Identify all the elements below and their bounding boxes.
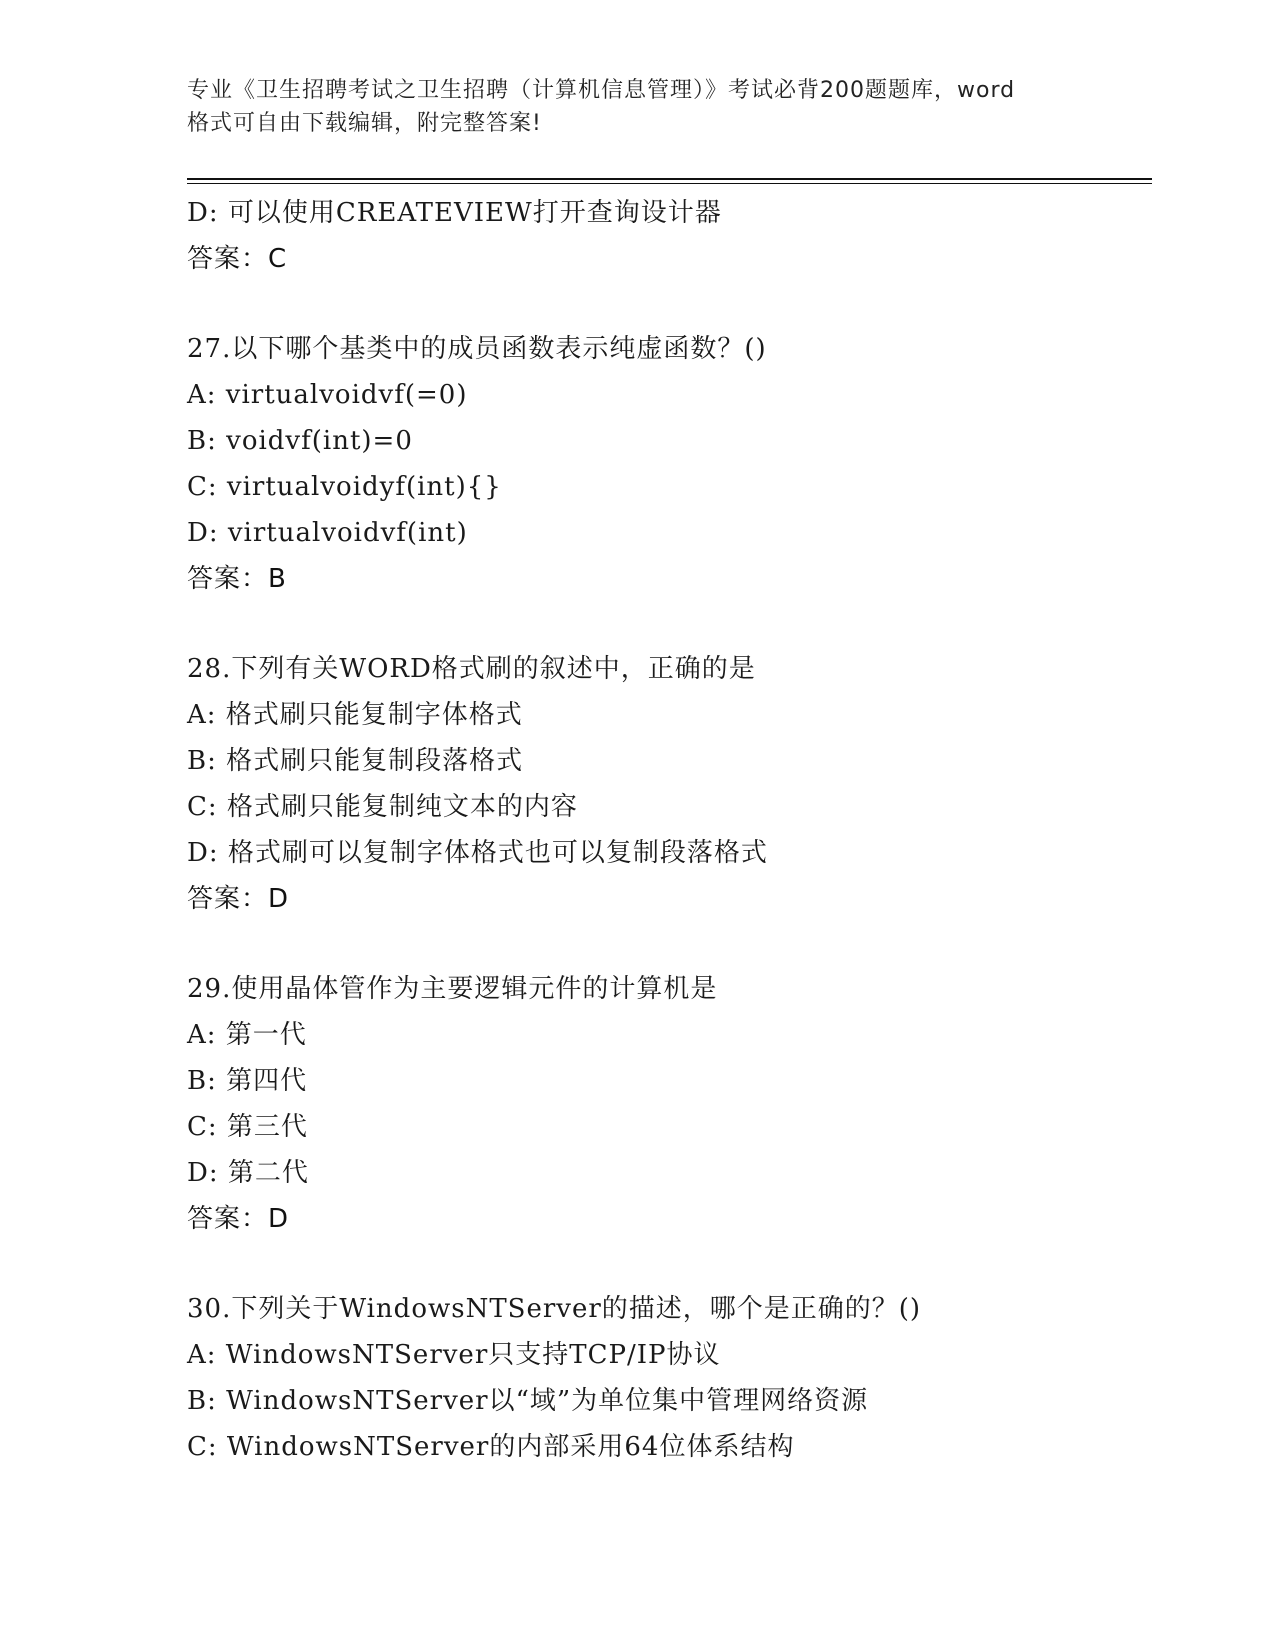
option-b: B: WindowsNTServer以“域”为单位集中管理网络资源: [187, 1386, 869, 1416]
question-stem: 27.以下哪个基类中的成员函数表示纯虚函数？(): [187, 334, 767, 364]
option-b: B: 第四代: [187, 1066, 308, 1096]
option-b: B: 格式刷只能复制段落格式: [187, 746, 524, 776]
question-stem: 30.下列关于WindowsNTServer的描述，哪个是正确的？(): [187, 1294, 922, 1324]
option-d: D: 第二代: [187, 1158, 309, 1188]
option-a: A: 第一代: [187, 1020, 307, 1050]
option-d: D: 可以使用CREATEVIEW打开查询设计器: [187, 198, 722, 228]
option-a: A: virtualvoidvf(=0): [187, 380, 468, 410]
question-block-27: [187, 326, 1147, 602]
spacer: [187, 1242, 1147, 1286]
question-block-28: [187, 646, 1147, 922]
option-a: A: WindowsNTServer只支持TCP/IP协议: [187, 1340, 721, 1370]
option-c: C: virtualvoidyf(int){}: [187, 472, 502, 502]
option-d: D: 格式刷可以复制字体格式也可以复制段落格式: [187, 838, 768, 868]
option-c: C: 格式刷只能复制纯文本的内容: [187, 792, 578, 822]
option-a: A: 格式刷只能复制字体格式: [187, 700, 523, 730]
header-divider-thin: [187, 183, 1152, 184]
question-block-29: [187, 966, 1147, 1242]
spacer: [187, 282, 1147, 326]
option-d: D: virtualvoidvf(int): [187, 518, 468, 548]
answer-label: 答案：D: [187, 884, 290, 914]
header-title-line-1: 专业《卫生招聘考试之卫生招聘（计算机信息管理）》考试必背200题题库，word: [187, 78, 1016, 103]
answer-label: 答案：D: [187, 1204, 290, 1234]
question-block-26: [187, 190, 1147, 282]
spacer: [187, 922, 1147, 966]
answer-label: 答案：C: [187, 244, 288, 274]
header-title-line-2: 格式可自由下载编辑，附完整答案!: [187, 111, 542, 136]
question-stem: 28.下列有关WORD格式刷的叙述中，正确的是: [187, 654, 756, 684]
option-b: B: voidvf(int)=0: [187, 426, 413, 456]
question-list: [187, 190, 1147, 1470]
answer-label: 答案：B: [187, 564, 287, 594]
option-c: C: 第三代: [187, 1112, 308, 1142]
question-stem: 29.使用晶体管作为主要逻辑元件的计算机是: [187, 974, 718, 1004]
question-block-30: [187, 1286, 1147, 1470]
header-divider-thick: [187, 178, 1152, 180]
document-header: [187, 74, 1087, 140]
spacer: [187, 602, 1147, 646]
option-c: C: WindowsNTServer的内部采用64位体系结构: [187, 1432, 795, 1462]
